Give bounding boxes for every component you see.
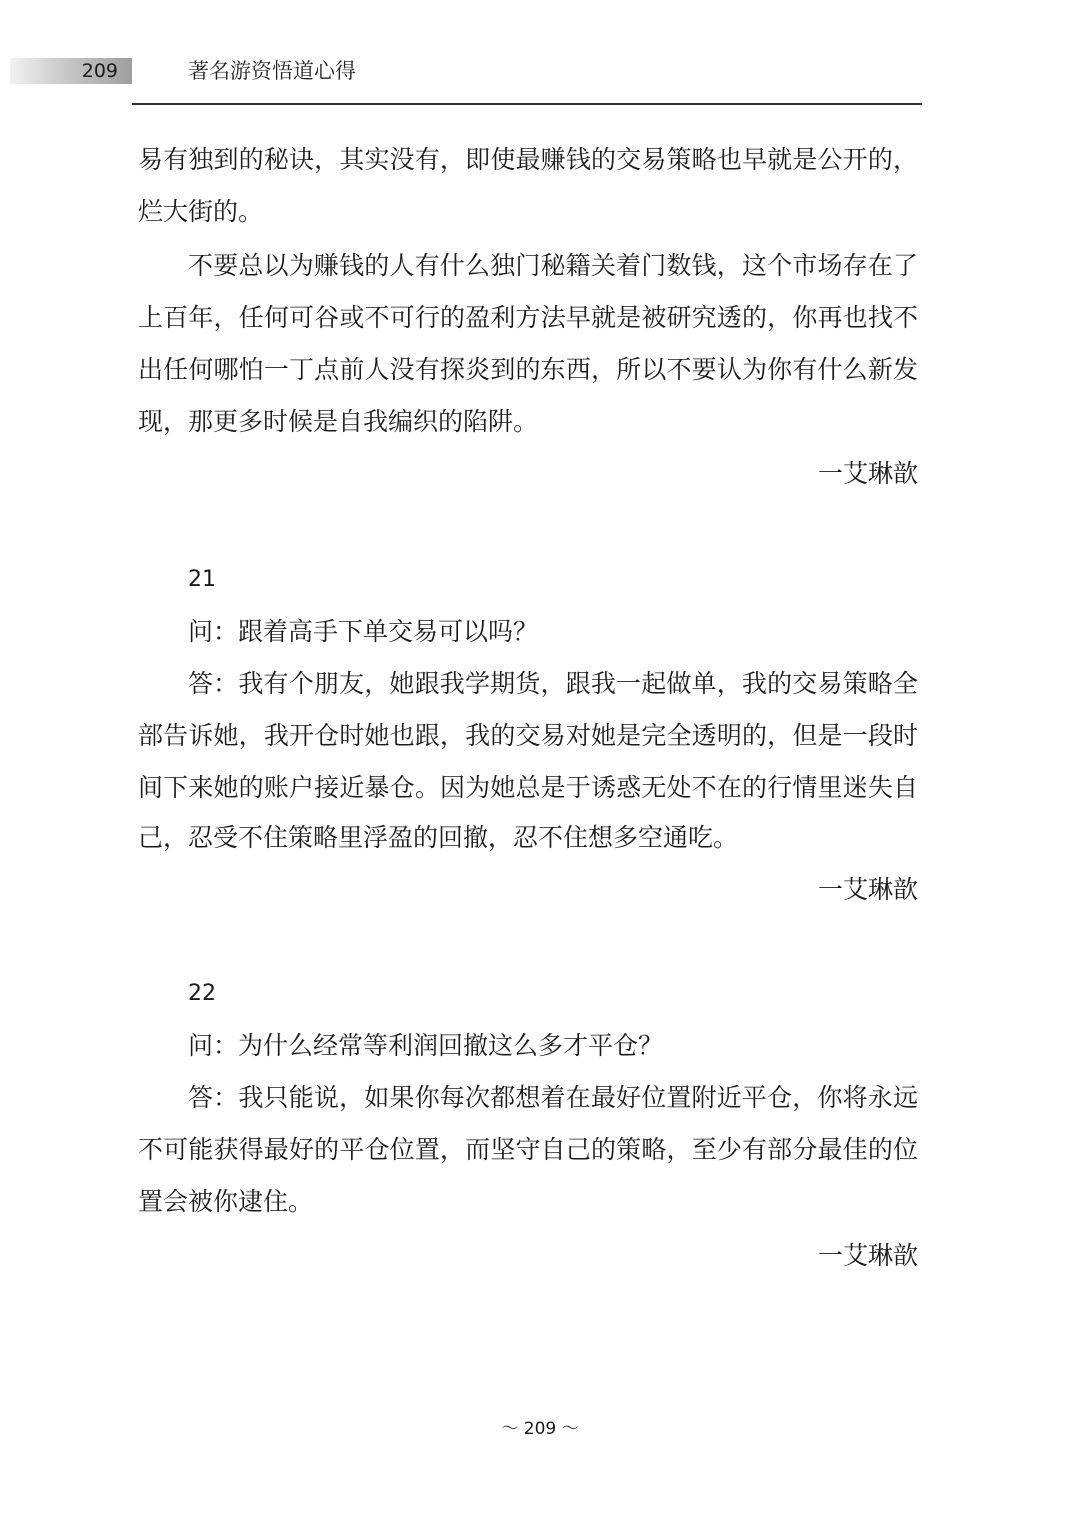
section-22-signature: 一艾琳歆: [817, 1241, 918, 1270]
continuation-line-2: 烂大街的。: [138, 197, 264, 226]
section-22-question: 问：为什么经常等利润回撤这么多才平仓？: [188, 1031, 664, 1060]
footer-page-number: ～ 209 ～: [501, 1419, 579, 1439]
section-21-answer-line-4: 己，忍受不住策略里浮盈的回撤，忍不住想多空通吃。: [138, 823, 739, 852]
section-21-signature: 一艾琳歆: [817, 875, 918, 904]
section-22-number: 22: [188, 981, 216, 1006]
running-header-title: 著名游资悟道心得: [188, 59, 356, 83]
paragraph-2-line-4: 现，那更多时候是自我编织的陷阱。: [138, 407, 539, 436]
header-divider: [132, 103, 922, 105]
paragraph-2-line-3: 出任何哪怕一丁点前人没有探炎到的东西，所以不要认为你有什么新发: [138, 355, 918, 384]
paragraph-2-signature: 一艾琳歆: [817, 459, 918, 488]
paragraph-2-line-2: 上百年，任何可谷或不可行的盈利方法早就是被研究透的，你再也找不: [138, 303, 918, 332]
section-21-answer-line-2: 部告诉她，我开仓时她也跟，我的交易对她是完全透明的，但是一段时: [138, 721, 918, 750]
continuation-line-1: 易有独到的秘诀，其实没有，即使最赚钱的交易策略也早就是公开的，: [138, 145, 918, 174]
section-22-answer-line-3: 置会被你逮住。: [138, 1187, 314, 1216]
section-21-number: 21: [188, 567, 216, 592]
section-22-answer-line-1: 答：我只能说，如果你每次都想着在最好位置附近平仓，你将永远: [188, 1083, 918, 1112]
section-22-answer-line-2: 不可能获得最好的平仓位置，而坚守自己的策略，至少有部分最佳的位: [138, 1135, 918, 1164]
section-21-answer-line-1: 答：我有个朋友，她跟我学期货，跟我一起做单，我的交易策略全: [188, 669, 918, 698]
paragraph-2-line-1: 不要总以为赚钱的人有什么独门秘籍关着门数钱，这个市场存在了: [188, 251, 918, 280]
section-21-answer-line-3: 间下来她的账户接近暴仓。因为她总是于诱惑无处不在的行情里迷失自: [138, 773, 918, 802]
header-page-number: 209: [81, 60, 118, 82]
page-number-tab: [10, 58, 132, 84]
section-21-question: 问：跟着高手下单交易可以吗？: [188, 617, 539, 646]
